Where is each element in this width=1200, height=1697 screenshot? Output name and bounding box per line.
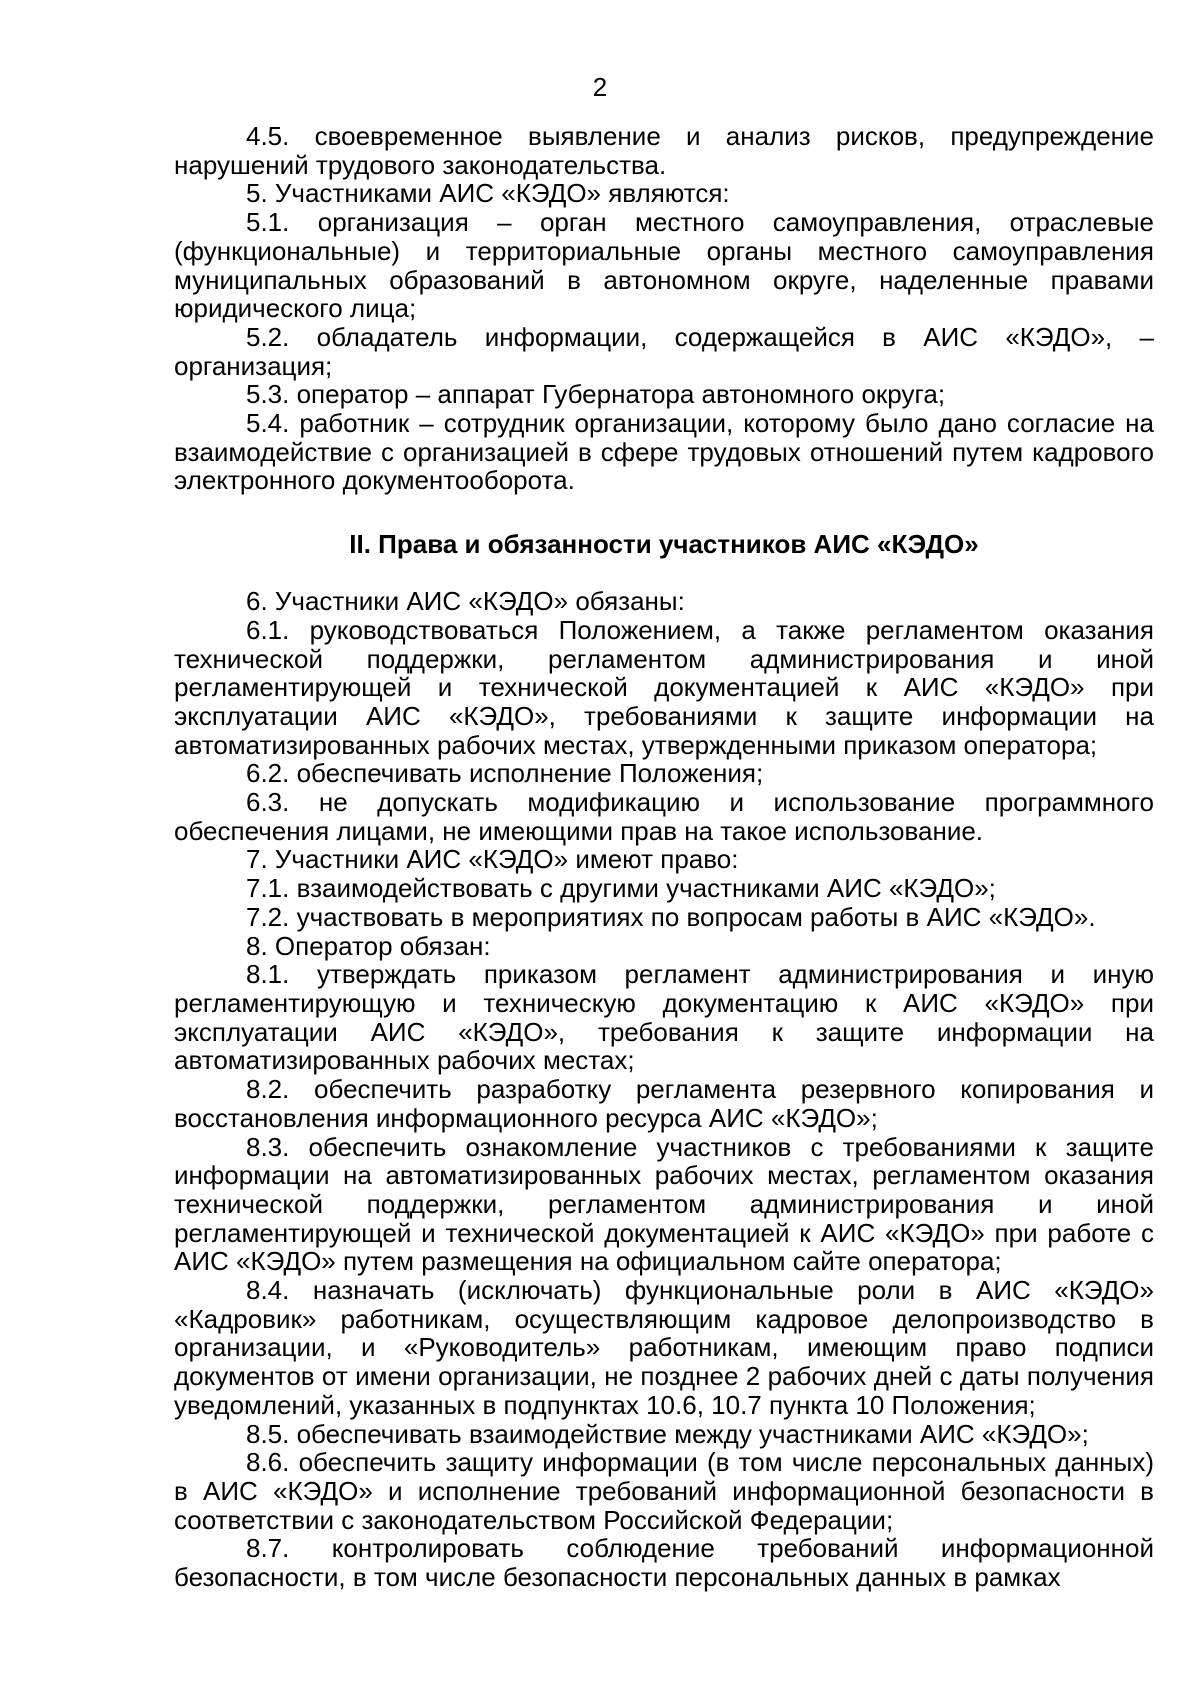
paragraph-5-2: 5.2. обладатель информации, содержащейся в АИС «КЭДО», – организация; — [174, 321, 1154, 381]
paragraph-8-2: 8.2. обеспечить разработку регламента резервного копирования и восстановления информационного ресурса АИС «КЭДО»; — [174, 1074, 1154, 1133]
paragraph-4-5: 4.5. своевременное выявление и анализ рисков, предупреждение нарушений трудового законодательства. — [174, 121, 1154, 180]
paragraph-8: 8. Оператор обязан: — [246, 930, 491, 961]
paragraph-8-4: 8.4. назначать (исключать) функциональные роли в АИС «КЭДО» «Кадровик» работникам, осуществляющим кадровое делопроизводство в организации, и «Руководитель» работникам, имеющим право подписи документов от имени организации, не позднее 2 рабочих дней с даты получения уведомлений, указанных в подпунктах 10.6, 10.7 пункта 10 Положения; — [174, 1275, 1154, 1420]
section-participants — [174, 122, 1154, 495]
paragraph-6: 6. Участники АИС «КЭДО» обязаны: — [246, 586, 685, 617]
paragraph-5-1: 5.1. организация – орган местного самоуправления, отраслевые (функциональные) и территориальные органы местного самоуправления муниципальных образований в автономном округе, наделенные правами юридического лица; — [174, 207, 1154, 324]
paragraph-5-3: 5.3. оператор – аппарат Губернатора автономного округа; — [246, 379, 946, 410]
paragraph-8-1: 8.1. утверждать приказом регламент администрирования и иную регламентирующую и техническую документацию к АИС «КЭДО» при эксплуатации АИС «КЭДО», требования к защите информации на автоматизированных рабочих местах; — [174, 959, 1154, 1076]
paragraph-5-4: 5.4. работник – сотрудник организации, которому было дано согласие на взаимодействие с организацией в сфере трудовых отношений путем кадрового электронного документооборота. — [174, 408, 1154, 496]
paragraph-8-5: 8.5. обеспечивать взаимодействие между участниками АИС «КЭДО»; — [246, 1418, 1089, 1449]
paragraph-8-6: 8.6. обеспечить защиту информации (в том числе персональных данных) в АИС «КЭДО» и исполнение требований информационной безопасности в соответствии с законодательством Российской Федерации; — [174, 1447, 1154, 1535]
paragraph-6-3: 6.3. не допускать модификацию и использование программного обеспечения лицами, не имеющими прав на такое использование. — [174, 787, 1154, 846]
paragraph-7-1: 7.1. взаимодействовать с другими участниками АИС «КЭДО»; — [246, 873, 996, 904]
paragraph-8-3: 8.3. обеспечить ознакомление участников с требованиями к защите информации на автоматизированных рабочих местах, регламентом оказания технической поддержки, регламентом администрирования и иной регламентирующей и технической документацией к АИС «КЭДО» при работе с АИС «КЭДО» путем размещения на официальном сайте оператора; — [174, 1131, 1154, 1277]
page-number: 2 — [592, 72, 608, 102]
section-rights-obligations — [174, 587, 1154, 1592]
paragraph-5: 5. Участниками АИС «КЭДО» являются: — [246, 178, 730, 209]
paragraph-8-7: 8.7. контролировать соблюдение требований информационной безопасности, в том числе безопасности персональных данных в рамках — [174, 1533, 1154, 1593]
section-heading: II. Права и обязанности участников АИС «КЭДО» — [349, 529, 979, 560]
paragraph-6-1: 6.1. руководствоваться Положением, а также регламентом оказания технической поддержки, регламентом администрирования и иной регламентирующей и технической документацией к АИС «КЭДО» при эксплуатации АИС «КЭДО», требованиями к защите информации на автоматизированных рабочих местах, утвержденными приказом оператора; — [174, 614, 1154, 760]
paragraph-7-2: 7.2. участвовать в мероприятиях по вопросам работы в АИС «КЭДО». — [246, 901, 1096, 932]
paragraph-6-2: 6.2. обеспечивать исполнение Положения; — [246, 758, 764, 789]
document-body — [174, 122, 1154, 1592]
paragraph-7: 7. Участники АИС «КЭДО» имеют право: — [246, 844, 739, 875]
